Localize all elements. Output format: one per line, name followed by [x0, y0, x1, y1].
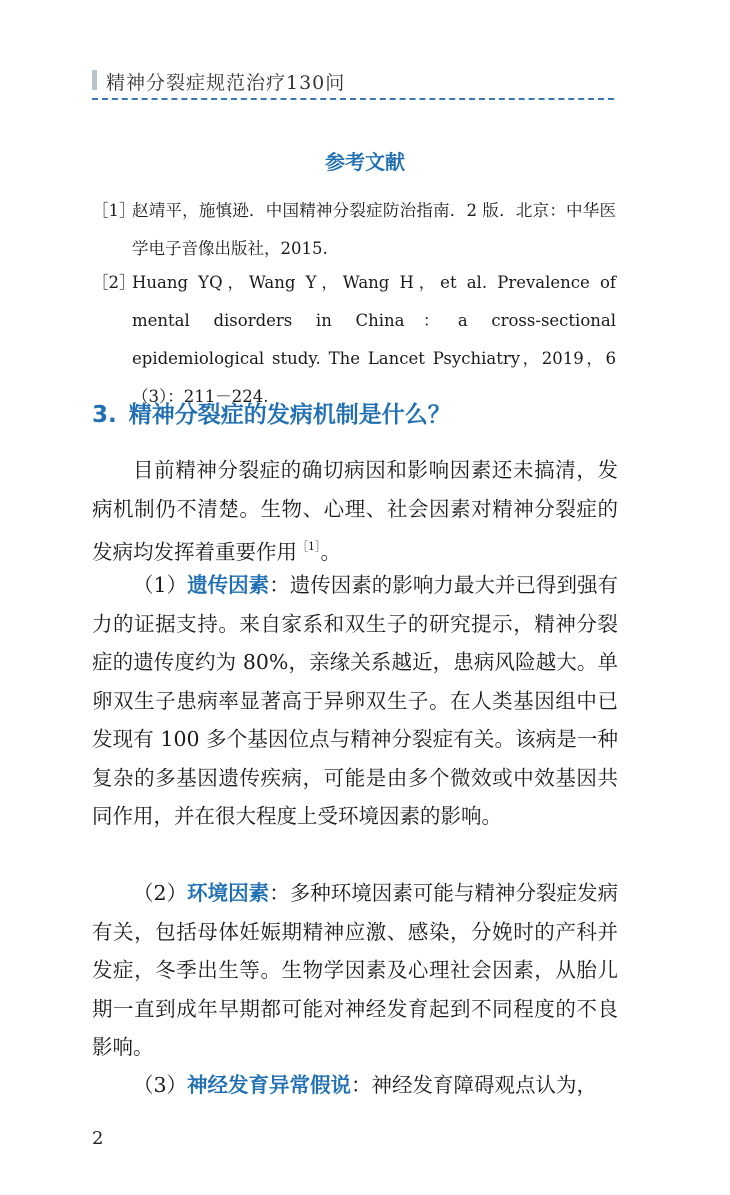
item-prefix: （3）	[133, 1073, 188, 1097]
paragraph-text: ：神经发育障碍观点认为，	[351, 1073, 598, 1097]
section-heading	[92, 396, 632, 429]
item-prefix: （2）	[133, 881, 188, 905]
reference-number: ［1］	[92, 201, 136, 220]
page-number: 2	[92, 1128, 104, 1149]
running-header	[92, 62, 614, 100]
paragraph-text: ：多种环境因素可能与精神分裂症发病有关，包括母体妊娠期精神应激、感染，分娩时的产科并发症，冬季出生等。生物学因素及心理社会因素，从胎儿期一直到成年早期都可能对神经发育起到不同程度的不良影响。	[92, 881, 619, 1059]
citation-marker: ［1］	[297, 540, 321, 553]
keyword-neuro: 神经发育异常假说	[187, 1073, 352, 1097]
keyword-genetic: 遗传因素	[187, 573, 270, 597]
paragraph-genetic	[92, 566, 618, 836]
references-heading: 参考文献	[325, 150, 405, 174]
reference-item	[92, 264, 622, 406]
paragraph-neuro	[92, 1066, 618, 1105]
paragraph-text: ：遗传因素的影响力最大并已得到强有力的证据支持。来自家系和双生子的研究提示，精神分裂症的遗传度约为 80%，亲缘关系越近，患病风险越大。单卵双生子患病率显著高于异卵双生子。在人类基因组中已发现有 100 多个基因位点与精神分裂症有关。该病是一种复杂的多基因遗传疾病，可能是由多个微效或中效基因共同作用，并在很大程度上受环境因素的影响。	[92, 573, 619, 828]
paragraph-environment	[92, 874, 618, 1067]
item-prefix: （1）	[133, 573, 188, 597]
section-title: 精神分裂症的发病机制是什么？	[128, 402, 451, 428]
header-bar-decoration	[92, 70, 97, 90]
paragraph-tail: 。	[320, 540, 341, 564]
section-number: 3.	[92, 402, 117, 428]
paragraph-text: 目前精神分裂症的确切病因和影响因素还未搞清，发病机制仍不清楚。生物、心理、社会因素对精神分裂症的发病均发挥着重要作用	[92, 458, 618, 564]
reference-number: ［2］	[92, 273, 136, 292]
keyword-environment: 环境因素	[187, 881, 270, 905]
book-title: 精神分裂症规范治疗130问	[106, 72, 346, 94]
paragraph-intro	[92, 451, 618, 572]
reference-text: 赵靖平，施慎逊．中国精神分裂症防治指南．2 版．北京：中华医学电子音像出版社，2015.	[132, 201, 616, 258]
reference-item	[92, 192, 622, 272]
reference-text: Huang YQ，Wang Y，Wang H，et al. Prevalence of mental disorders in China：a cross-sectional epidemiological study. The Lancet Psychiatry，2019，6（3）：211－224.	[132, 273, 616, 406]
